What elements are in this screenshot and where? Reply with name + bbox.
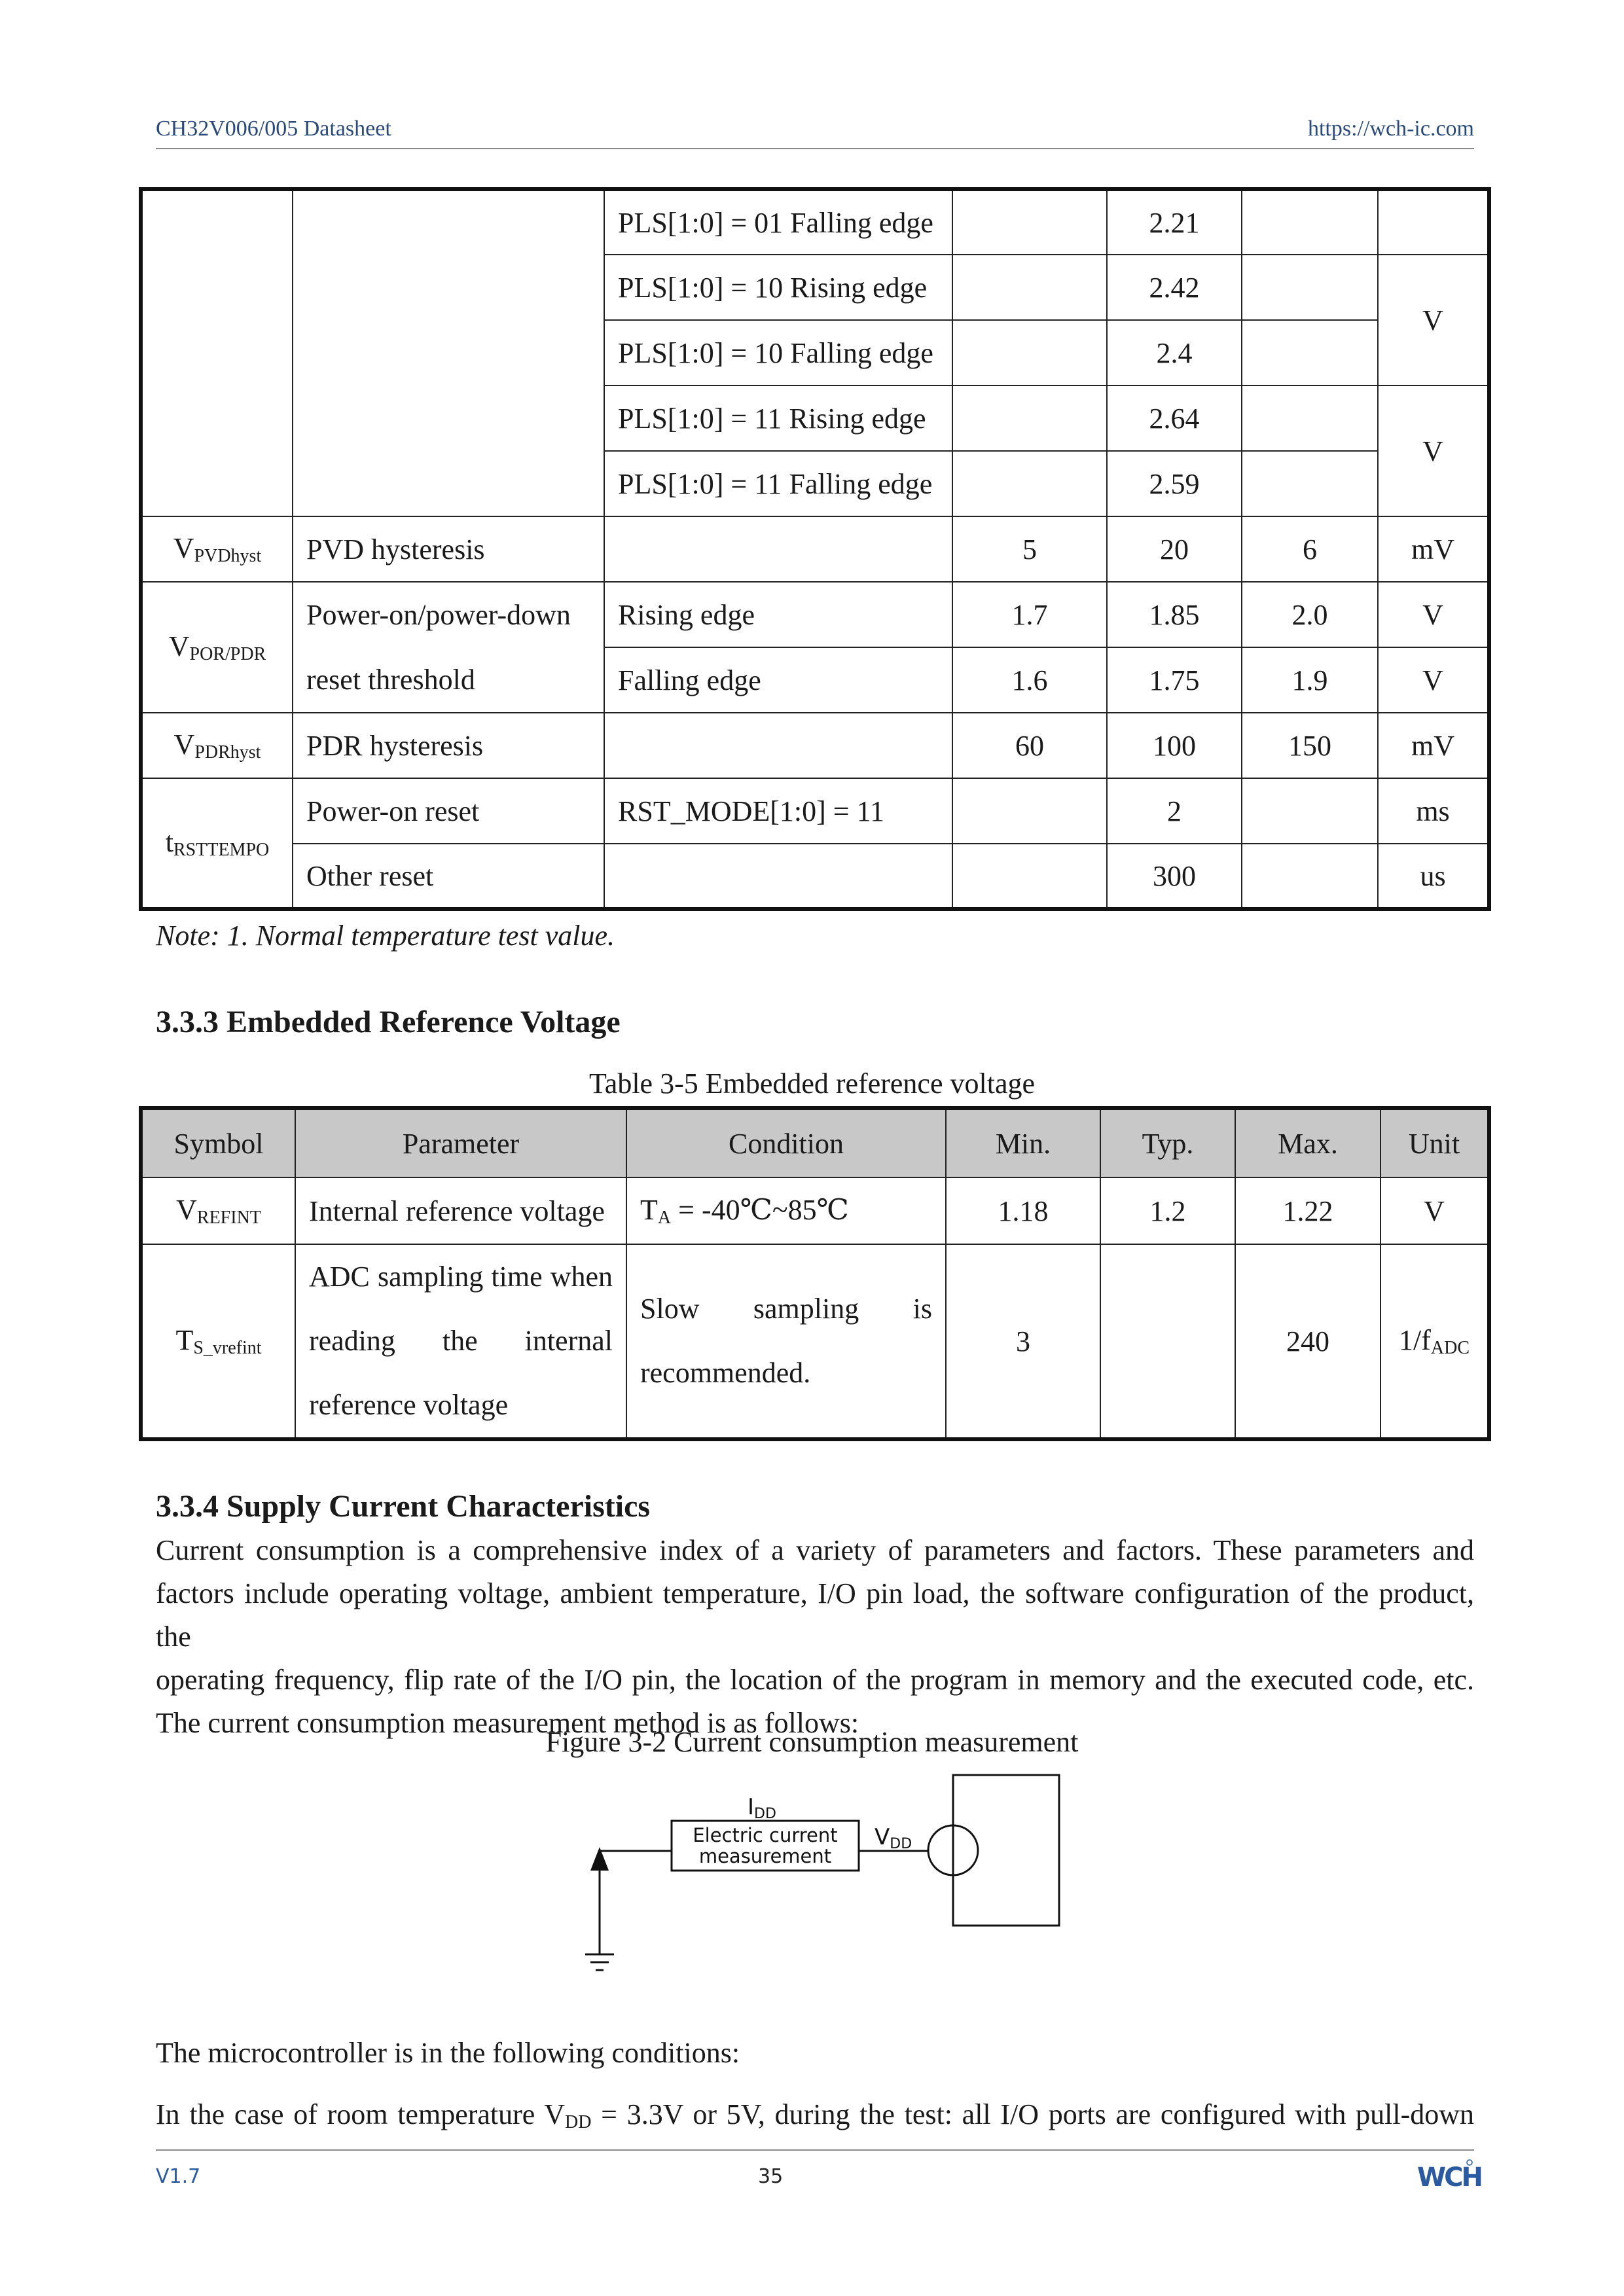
column-header: Min.: [946, 1108, 1100, 1177]
column-header: Unit: [1380, 1108, 1489, 1177]
min-cell: 1.6: [952, 647, 1107, 713]
table-row: [141, 451, 1489, 516]
table-row: [141, 1177, 1489, 1244]
unit-cell: mV: [1378, 516, 1489, 582]
max-cell: 240: [1235, 1244, 1380, 1439]
unit-cell: V: [1378, 255, 1489, 386]
min-cell: 3: [946, 1244, 1100, 1439]
table-row: [141, 320, 1489, 386]
max-cell: 1.22: [1235, 1177, 1380, 1244]
table-header-row: [141, 1108, 1489, 1177]
measurement-label-line2: measurement: [698, 1845, 832, 1867]
condition-cell: $T_A$ = -40℃~85℃: [626, 1177, 946, 1244]
page-number: 35: [758, 2165, 784, 2188]
header-title: CH32V006/005 Datasheet: [156, 117, 391, 141]
table-note: Note: 1. Normal temperature test value.: [156, 920, 615, 952]
typ-cell: 1.75: [1107, 647, 1242, 713]
parameter-cell: PVD hysteresis: [293, 516, 604, 582]
condition-cell: PLS[1:0] = 10 Falling edge: [604, 320, 952, 386]
table-row: [141, 713, 1489, 778]
section-heading-333: 3.3.3 Embedded Reference Voltage: [156, 1005, 621, 1039]
max-cell: 1.9: [1242, 647, 1378, 713]
table-row: [141, 647, 1489, 713]
footer-rule: [156, 2149, 1474, 2151]
measurement-label-line1: Electric current: [693, 1824, 838, 1846]
symbol-cell: $V_{REFINT}$: [141, 1177, 295, 1244]
column-header: Parameter: [295, 1108, 626, 1177]
svg-text:IDD: IDD: [748, 1794, 776, 1822]
symbol-cell: $t_{RSTTEMPO}$: [141, 778, 293, 909]
condition-cell: [604, 844, 952, 909]
typ-cell: 1.85: [1107, 582, 1242, 647]
min-cell: 5: [952, 516, 1107, 582]
condition-cell: PLS[1:0] = 11 Rising edge: [604, 386, 952, 451]
header-url[interactable]: https://wch-ic.com: [1307, 117, 1474, 141]
unit-cell: us: [1378, 844, 1489, 909]
unit-cell: V: [1378, 386, 1489, 516]
table-row: [141, 582, 1489, 647]
mcu-box: [953, 1775, 1059, 1926]
parameter-cell: reset threshold: [293, 647, 604, 713]
footer-version: V1.7: [156, 2165, 201, 2188]
unit-cell: V: [1380, 1177, 1489, 1244]
paragraph: The microcontroller is in the following conditions:: [156, 2037, 740, 2069]
max-cell: 2.0: [1242, 582, 1378, 647]
section-heading-334: 3.3.4 Supply Current Characteristics: [156, 1489, 651, 1524]
typ-cell: [1100, 1244, 1235, 1439]
parameter-cell: Power-on/power-down: [293, 582, 604, 647]
min-cell: 1.18: [946, 1177, 1100, 1244]
table-row: [141, 778, 1489, 844]
embedded-reference-voltage-table: [139, 1106, 1491, 1441]
parameter-cell: Other reset: [293, 844, 604, 909]
table-row: [141, 189, 1489, 255]
condition-cell: RST_MODE[1:0] = 11: [604, 778, 952, 844]
wch-logo-icon: [1417, 2157, 1481, 2193]
max-cell: 150: [1242, 713, 1378, 778]
unit-cell: $1/f_{ADC}$: [1380, 1244, 1489, 1439]
parameter-cell: ADC sampling time when reading the internal reference voltage: [295, 1244, 626, 1439]
max-cell: 6: [1242, 516, 1378, 582]
condition-cell: PLS[1:0] = 01 Falling edge: [604, 189, 952, 255]
column-header: Typ.: [1100, 1108, 1235, 1177]
condition-cell: PLS[1:0] = 11 Falling edge: [604, 451, 952, 516]
svg-text:WCH: WCH: [1417, 2162, 1481, 2193]
condition-cell: PLS[1:0] = 10 Rising edge: [604, 255, 952, 320]
column-header: Symbol: [141, 1108, 295, 1177]
typ-cell: 20: [1107, 516, 1242, 582]
table-caption: Table 3-5 Embedded reference voltage: [588, 1067, 1035, 1100]
paragraph: Current consumption is a comprehensive index of a variety of parameters and factors. These parameters and factors include operating voltage, ambient temperature, I/O pin load, the software configuration of the product, the operating frequency, flip rate of the I/O pin, the location of the program in memory and the executed code, etc. The current consumption measurement method is as follows:: [156, 1534, 1474, 1739]
table-row: [141, 386, 1489, 451]
figure-caption: Figure 3-2 Current consumption measurement: [545, 1726, 1079, 1758]
min-cell: 60: [952, 713, 1107, 778]
condition-cell: Rising edge: [604, 582, 952, 647]
table-row: [141, 1244, 1489, 1439]
typ-cell: 300: [1107, 844, 1242, 909]
typ-cell: 2.21: [1107, 189, 1242, 255]
typ-cell: 1.2: [1100, 1177, 1235, 1244]
typ-cell: 2.42: [1107, 255, 1242, 320]
typ-cell: 2.59: [1107, 451, 1242, 516]
typ-cell: 2: [1107, 778, 1242, 844]
condition-cell: Falling edge: [604, 647, 952, 713]
paragraph: In the case of room temperature $V_{DD} = 3.3V$ or 5V, during the test: all I/O ports are configured with pull-down: [156, 2098, 1474, 2132]
parameter-cell: Internal reference voltage: [295, 1177, 626, 1244]
typ-cell: 2.4: [1107, 320, 1242, 386]
unit-cell: V: [1378, 647, 1489, 713]
parameter-cell: PDR hysteresis: [293, 713, 604, 778]
column-header: Max.: [1235, 1108, 1380, 1177]
symbol-cell: $V_{POR/PDR}$: [141, 582, 293, 713]
unit-cell: V: [1378, 582, 1489, 647]
typ-cell: 2.64: [1107, 386, 1242, 451]
typ-cell: 100: [1107, 713, 1242, 778]
table-row: [141, 255, 1489, 320]
table-row: [141, 516, 1489, 582]
pvd-characteristics-table: [139, 187, 1491, 911]
svg-text:VDD: VDD: [875, 1824, 912, 1852]
unit-cell: mV: [1378, 713, 1489, 778]
current-measurement-diagram: [576, 1765, 1074, 1987]
min-cell: 1.7: [952, 582, 1107, 647]
symbol-cell: $T_{S\_vrefint}$: [141, 1244, 295, 1439]
parameter-cell: Power-on reset: [293, 778, 604, 844]
symbol-cell: $V_{PDRhyst}$: [141, 713, 293, 778]
symbol-cell: $V_{PVDhyst}$: [141, 516, 293, 582]
condition-cell: Slow sampling is recommended.: [626, 1244, 946, 1439]
header-rule: [156, 148, 1474, 149]
table-row: [141, 844, 1489, 909]
unit-cell: ms: [1378, 778, 1489, 844]
column-header: Condition: [626, 1108, 946, 1177]
